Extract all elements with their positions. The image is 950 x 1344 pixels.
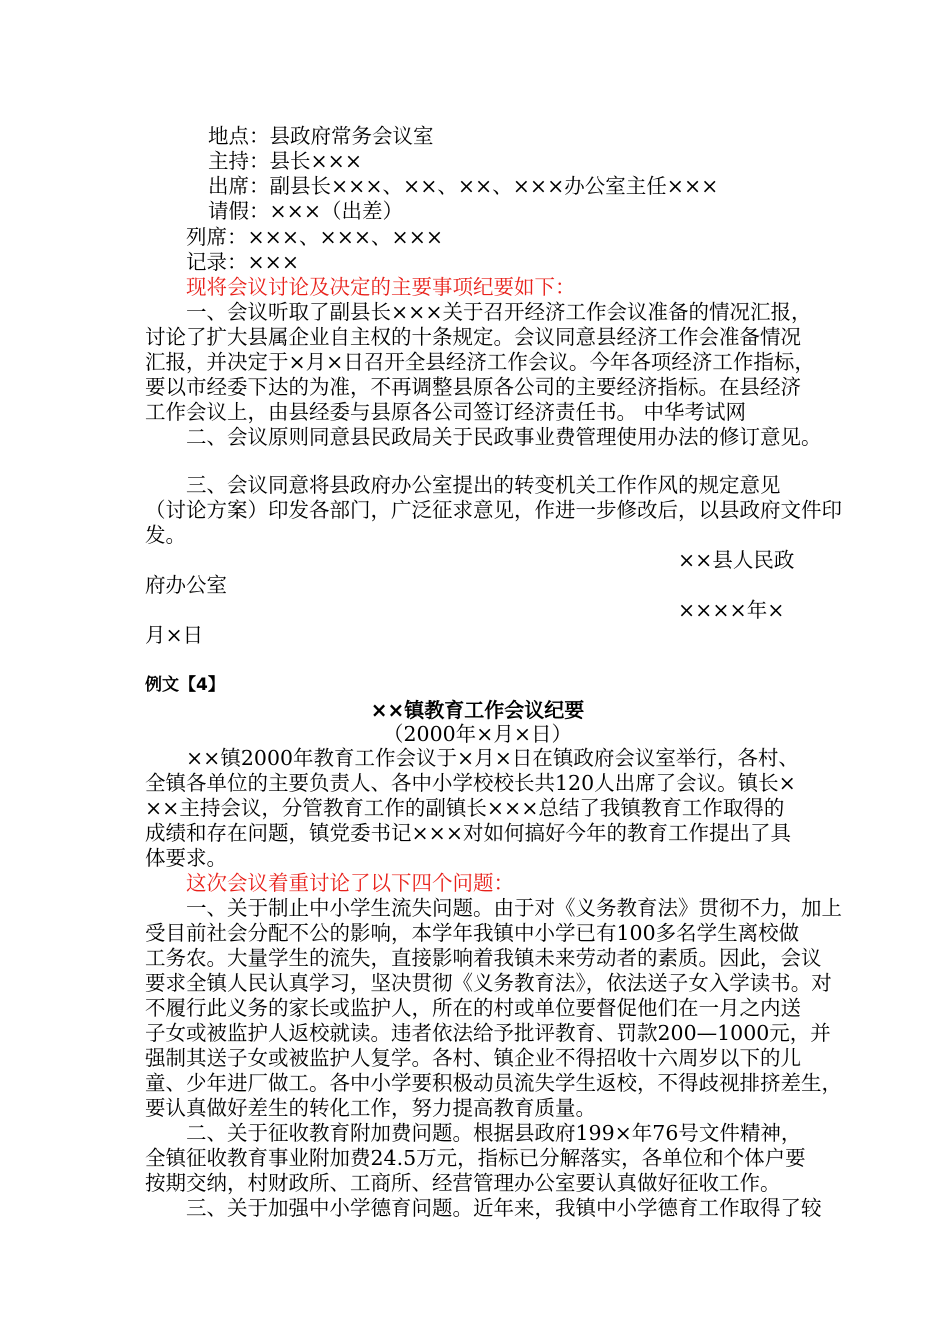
issue1-line: 要认真做好差生的转化工作，努力提高教育质量。 [145, 1096, 596, 1120]
opening-line: 体要求。 [145, 846, 227, 870]
issue1-line: 子女或被监护人返校就读。违者依法给予批评教育、罚款200—1000元，并 [145, 1021, 831, 1045]
meeting-location: 地点：县政府常务会议室 [208, 124, 434, 148]
issue2-line: 全镇征收教育事业附加费24.5万元，指标已分解落实，各单位和个体户要 [145, 1146, 806, 1170]
signature-issuer: ××县人民政 [678, 548, 795, 572]
signature-date-cont: 月×日 [145, 623, 204, 647]
issue1-line: 一、关于制止中小学生流失问题。由于对《义务教育法》贯彻不力，加上 [186, 896, 842, 920]
issue1-line: 工务农。大量学生的流失，直接影响着我镇未来劳动者的素质。因此，会议 [145, 946, 822, 970]
item1-line: 一、会议听取了副县长×××关于召开经济工作会议准备的情况汇报， [186, 300, 812, 324]
doc-title: ××镇教育工作会议纪要 [370, 698, 585, 722]
item1-line: 汇报，并决定于×月×日召开全县经济工作会议。今年各项经济工作指标， [145, 350, 815, 374]
item3-line: （讨论方案）印发各部门，广泛征求意见，作进一步修改后，以县政府文件印 [145, 498, 842, 522]
item1-line: 要以市经委下达的为准，不再调整县原各公司的主要经济指标。在县经济 [145, 375, 801, 399]
meeting-observers: 列席：×××、×××、××× [186, 225, 444, 249]
meeting-attendees: 出席：副县长×××、××、××、×××办公室主任××× [208, 174, 719, 198]
item3-line: 发。 [145, 523, 186, 547]
meeting-recorder: 记录：××× [186, 250, 300, 274]
opening-line: 成绩和存在问题，镇党委书记×××对如何搞好今年的教育工作提出了具 [145, 821, 792, 845]
opening-line: ××主持会议，分管教育工作的副镇长×××总结了我镇教育工作取得的 [145, 796, 785, 820]
opening-line: 全镇各单位的主要负责人、各中小学校校长共120人出席了会议。镇长× [145, 771, 796, 795]
doc-date: （2000年×月×日） [382, 722, 573, 746]
item1-line: 工作会议上，由县经委与县原各公司签订经济责任书。 中华考试网 [145, 400, 747, 424]
item3-line: 三、会议同意将县政府办公室提出的转变机关工作作风的规定意见 [186, 473, 781, 497]
meeting-host: 主持：县长××× [208, 149, 363, 173]
meeting-absent: 请假：×××（出差） [208, 199, 404, 223]
opening-line: ××镇2000年教育工作会议于×月×日在镇政府会议室举行，各村、 [186, 746, 799, 770]
issue1-line: 要求全镇人民认真学习，坚决贯彻《义务教育法》，依法送子女入学读书。对 [145, 971, 832, 995]
item2-line: 二、会议原则同意县民政局关于民政事业费管理使用办法的修订意见。 [186, 425, 822, 449]
summary-intro: 现将会议讨论及决定的主要事项纪要如下： [186, 275, 576, 299]
item1-line: 讨论了扩大县属企业自主权的十条规定。会议同意县经济工作会准备情况 [145, 325, 801, 349]
issue1-line: 强制其送子女或被监护人复学。各村、镇企业不得招收十六周岁以下的儿 [145, 1046, 801, 1070]
issue1-line: 不履行此义务的家长或监护人，所在的村或单位要督促他们在一月之内送 [145, 996, 801, 1020]
example-label: 例文【4】 [145, 675, 225, 695]
issues-intro: 这次会议着重讨论了以下四个问题： [186, 871, 514, 895]
signature-issuer-cont: 府办公室 [145, 573, 227, 597]
issue2-line: 二、关于征收教育附加费问题。根据县政府199×年76号文件精神， [186, 1121, 802, 1145]
signature-date: ××××年× [678, 598, 785, 622]
issue1-line: 童、少年进厂做工。各中小学要积极动员流失学生返校，不得歧视排挤差生， [145, 1071, 842, 1095]
issue1-line: 受目前社会分配不公的影响，本学年我镇中小学已有100多名学生离校做 [145, 921, 800, 945]
issue3-line: 三、关于加强中小学德育问题。近年来，我镇中小学德育工作取得了较 [186, 1196, 822, 1220]
issue2-line: 按期交纳，村财政所、工商所、经营管理办公室要认真做好征收工作。 [145, 1171, 781, 1195]
